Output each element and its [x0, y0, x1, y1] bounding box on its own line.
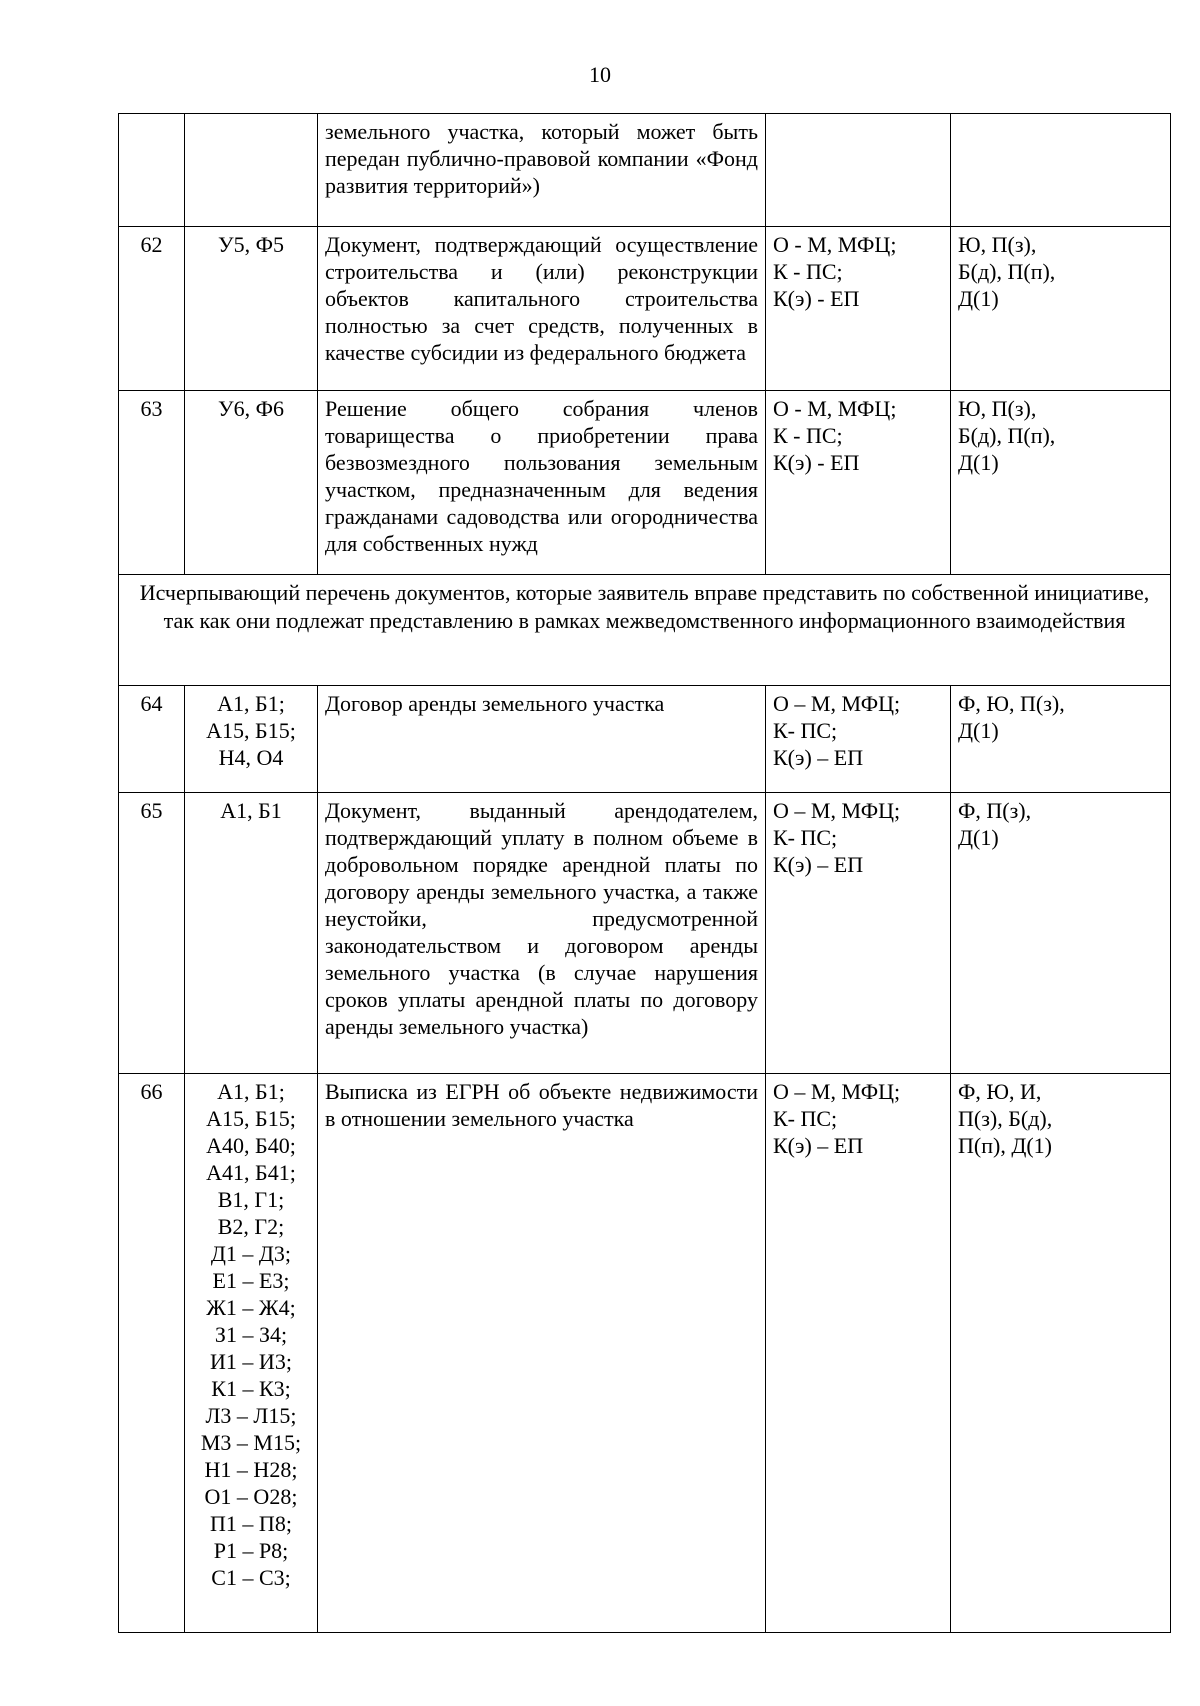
table-row — [119, 1074, 1171, 1633]
category-line: У6, Ф6 — [218, 396, 284, 421]
documents-table — [118, 113, 1171, 1633]
category-line: Д1 – Д3; — [210, 1241, 292, 1266]
category-line: Е1 – Е3; — [212, 1268, 290, 1293]
method-line: К(э) - ЕП — [773, 450, 860, 475]
category-line: М3 – М15; — [200, 1430, 302, 1455]
category-line: Ж1 – Ж4; — [206, 1295, 296, 1320]
method-line: К(э) – ЕП — [773, 1133, 864, 1158]
submission-method-cell — [766, 1074, 951, 1633]
row-number: 62 — [119, 227, 185, 391]
document-description: Документ, подтверждающий осуществление строительства и (или) реконструкции объектов капитального строительства полностью за счет средств, полученных в качестве субсидии из федерального бюджета — [318, 227, 766, 391]
recipient-line: Д(1) — [958, 825, 999, 850]
recipient-line: Б(д), П(п), — [958, 423, 1056, 448]
category-line: О1 – О28; — [204, 1484, 298, 1509]
category-line: П1 – П8; — [210, 1511, 292, 1536]
recipient-line: Ф, Ю, П(з), — [958, 691, 1065, 716]
category-line: В1, Г1; — [217, 1187, 285, 1212]
row-number: 65 — [119, 793, 185, 1074]
category-line: С1 – С3; — [211, 1565, 291, 1590]
document-description: Документ, выданный арендодателем, подтверждающий уплату в полном объеме в добровольном порядке арендной платы по договору аренды земельного участка, а также неустойки, предусмотренной законодательством и договором аренды земельного участка (в случае нарушения сроков уплаты арендной платы по договору аренды земельного участка) — [318, 793, 766, 1074]
method-line: О – М, МФЦ; — [773, 691, 901, 716]
category-cell — [185, 114, 318, 227]
category-line: А1, Б1 — [220, 798, 282, 823]
recipient-cell — [951, 1074, 1171, 1633]
category-line: А41, Б41; — [206, 1160, 296, 1185]
recipient-line: Ф, Ю, И, — [958, 1079, 1042, 1104]
recipient-line: Ю, П(з), — [958, 396, 1037, 421]
document-description: Договор аренды земельного участка — [318, 686, 766, 793]
section-header-row — [119, 575, 1171, 686]
method-line: О - М, МФЦ; — [773, 232, 897, 257]
category-cell — [185, 686, 318, 793]
row-number: 63 — [119, 391, 185, 575]
recipient-line: П(з), Б(д), — [958, 1106, 1053, 1131]
method-line: К - ПС; — [773, 423, 843, 448]
document-description: Выписка из ЕГРН об объекте недвижимости в отношении земельного участка — [318, 1074, 766, 1633]
method-line: К(э) - ЕП — [773, 286, 860, 311]
category-line: И1 – И3; — [210, 1349, 292, 1374]
category-line: К1 – К3; — [211, 1376, 291, 1401]
method-line: К- ПС; — [773, 825, 838, 850]
method-line: К(э) – ЕП — [773, 852, 864, 877]
recipient-line: Д(1) — [958, 286, 999, 311]
category-line: А15, Б15; — [206, 1106, 296, 1131]
submission-method-cell — [766, 686, 951, 793]
recipient-line: Ю, П(з), — [958, 232, 1037, 257]
category-line: У5, Ф5 — [218, 232, 284, 257]
category-line: Р1 – Р8; — [213, 1538, 289, 1563]
category-cell — [185, 793, 318, 1074]
row-number: 64 — [119, 686, 185, 793]
recipient-line: Ф, П(з), — [958, 798, 1032, 823]
table-row — [119, 391, 1171, 575]
recipient-line: П(п), Д(1) — [958, 1133, 1052, 1158]
method-line: О - М, МФЦ; — [773, 396, 897, 421]
recipient-cell — [951, 793, 1171, 1074]
recipient-line: Д(1) — [958, 450, 999, 475]
document-description: земельного участка, который может быть передан публично-правовой компании «Фонд развития территорий») — [318, 114, 766, 227]
method-line: К- ПС; — [773, 1106, 838, 1131]
section-header: Исчерпывающий перечень документов, которые заявитель вправе представить по собственной инициативе, так как они подлежат представлению в рамках межведомственного информационного взаимодействия — [119, 575, 1171, 686]
recipient-line: Б(д), П(п), — [958, 259, 1056, 284]
submission-method-cell — [766, 391, 951, 575]
category-line: З1 – З4; — [214, 1322, 288, 1347]
category-cell — [185, 391, 318, 575]
row-number-cell — [119, 114, 185, 227]
page-number: 10 — [589, 62, 611, 87]
recipient-cell — [951, 114, 1171, 227]
category-cell — [185, 227, 318, 391]
method-line: К - ПС; — [773, 259, 843, 284]
method-line: О – М, МФЦ; — [773, 798, 901, 823]
submission-method-cell — [766, 793, 951, 1074]
method-line: К(э) – ЕП — [773, 745, 864, 770]
method-line: О – М, МФЦ; — [773, 1079, 901, 1104]
table-row — [119, 227, 1171, 391]
category-line: Н1 – Н28; — [204, 1457, 298, 1482]
recipient-cell — [951, 391, 1171, 575]
row-number: 66 — [119, 1074, 185, 1633]
category-line: А40, Б40; — [206, 1133, 296, 1158]
table-row — [119, 114, 1171, 227]
table-row — [119, 793, 1171, 1074]
table-row — [119, 686, 1171, 793]
submission-method-cell — [766, 114, 951, 227]
category-line: А15, Б15; — [206, 718, 296, 743]
recipient-cell — [951, 686, 1171, 793]
category-cell — [185, 1074, 318, 1633]
category-line: Л3 – Л15; — [205, 1403, 297, 1428]
recipient-cell — [951, 227, 1171, 391]
submission-method-cell — [766, 227, 951, 391]
recipient-line: Д(1) — [958, 718, 999, 743]
category-line: Н4, О4 — [218, 745, 284, 770]
document-description: Решение общего собрания членов товарищества о приобретении права безвозмездного пользования земельным участком, предназначенным для ведения гражданами садоводства или огородничества для собственных нужд — [318, 391, 766, 575]
category-line: В2, Г2; — [217, 1214, 285, 1239]
category-line: А1, Б1; — [217, 1079, 285, 1104]
category-line: А1, Б1; — [217, 691, 285, 716]
method-line: К- ПС; — [773, 718, 838, 743]
